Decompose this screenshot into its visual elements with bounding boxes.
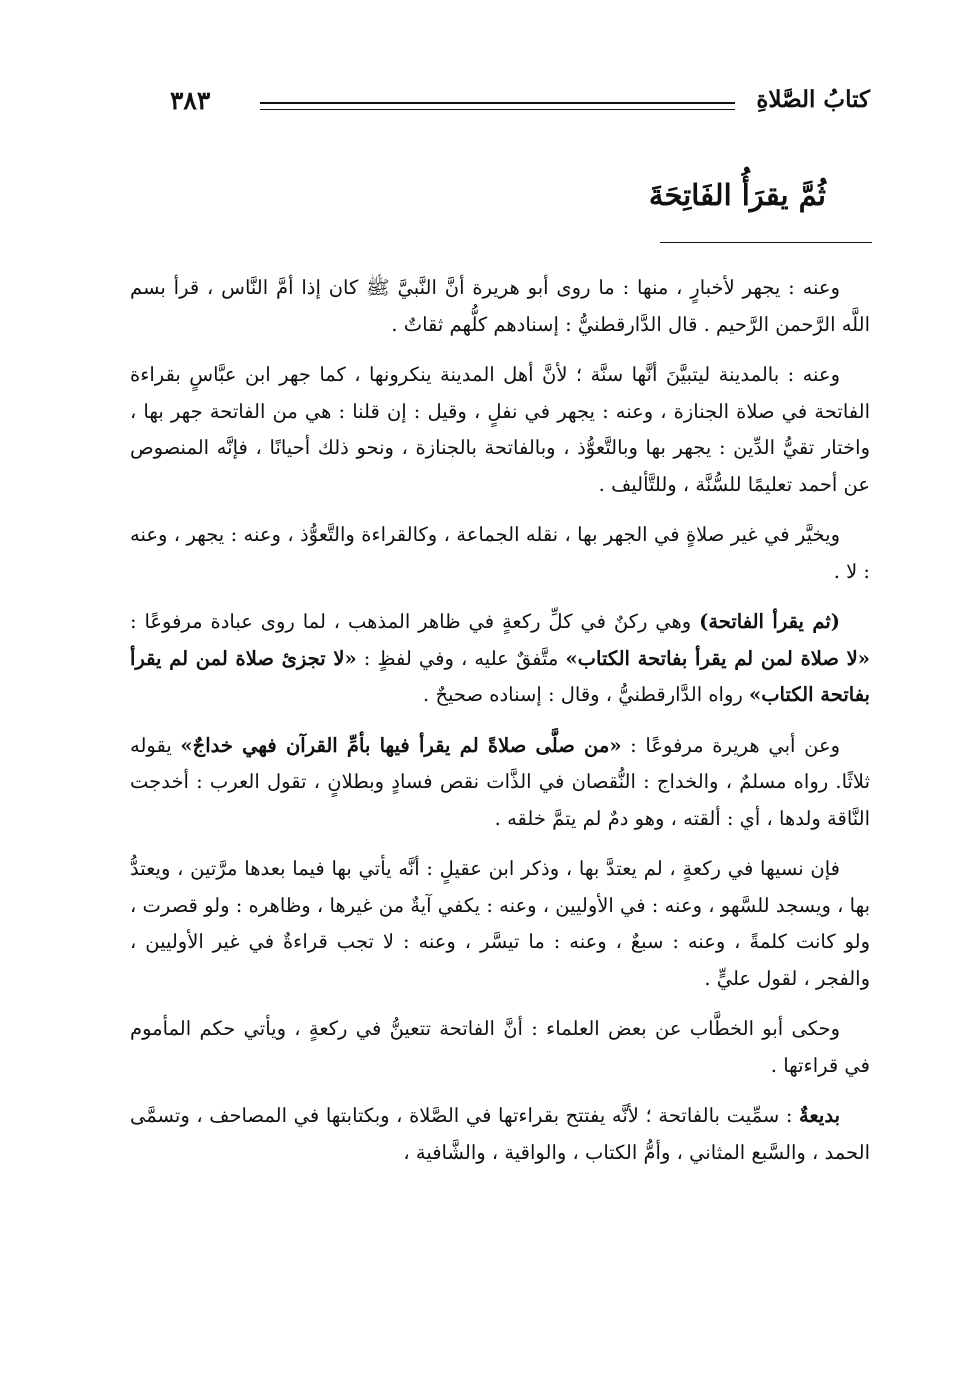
- hadith-quote: «لا صلاة لمن لم يقرأ بفاتحة الكتاب»: [565, 646, 870, 670]
- paragraph-3: [130, 517, 870, 590]
- title-rule: [660, 242, 872, 243]
- paragraph-text: متَّفقٌ عليه ، وفي لفظٍ :: [356, 646, 566, 670]
- paragraph-1: [130, 270, 870, 343]
- paragraph-7: [130, 1011, 870, 1084]
- paragraph-text: : سمِّيت بالفاتحة ؛ لأنَّه يفتتح بقراءتها في الصَّلاة ، وبكتابتها في المصاحف ، وتسمَّى الحمد ، والسَّبع المثاني ، وأمُّ الكتاب ، والواقية ، والشَّافية ،: [130, 1104, 870, 1164]
- body-text: [130, 270, 870, 1185]
- hadith-quote: «لا تجزئ صلاة لمن لم يقرأ بفاتحة الكتاب»: [130, 646, 870, 706]
- paragraph-text: وهي ركنٌ في كلِّ ركعةٍ في ظاهر المذهب ، لما روى عبادة مرفوعًا :: [130, 610, 700, 633]
- paragraph-6: [130, 851, 870, 997]
- matn-quote: (ثم يقرأ الفاتحة): [699, 610, 841, 633]
- paragraph-text: وعنه : بالمدينة ليتبيَّنَ أنَّها سنَّة ؛ لأنَّ أهل المدينة ينكرونها ، كما جهر ابن عبَّاسٍ بقراءة الفاتحة في صلاة الجنازة ، وعنه : يجهر في نفلٍ ، وقيل : إن قلنا : هي من الفاتحة جهر بها ، واختار تقيُّ الدِّين : يجهر بها وبالتَّعوُّذ ، وبالفاتحة بالجنازة ، ونحو ذلك أحيانًا ، فإنَّه المنصوص عن أحمد تعليمًا للسُّنَّة ، وللتَّأليف .: [130, 363, 870, 496]
- paragraph-2: [130, 357, 870, 503]
- paragraph-5: [130, 728, 870, 838]
- page-number: ٣٨٣: [170, 86, 211, 115]
- paragraph-text: وحكى أبو الخطَّاب عن بعض العلماء : أنَّ الفاتحة تتعينُّ في ركعةٍ ، ويأتي حكم المأموم في قراءتها .: [130, 1017, 870, 1077]
- header-rule: [260, 102, 735, 110]
- paragraph-text: وعنه : يجهر لأخبارٍ ، منها : ما روى أبو هريرة أنَّ النَّبيَّ ﷺ كان إذا أمَّ النَّاس ، قرأ بسم اللَّه الرَّحمن الرَّحيم . قال الدَّارقطنيُّ : إسنادهم كلُّهم ثقاتٌ .: [130, 276, 870, 336]
- section-title: ثُمَّ يقرَأُ الفَاتِحَةَ: [648, 178, 826, 212]
- paragraph-text: ويخيَّر في غير صلاةٍ في الجهر بها ، نقله الجماعة ، وكالقراءة والتَّعوُّذ ، وعنه : يجهر ، وعنه : لا .: [130, 523, 870, 583]
- running-title: كتابُ الصَّلاةِ: [756, 86, 870, 113]
- paragraph-text: وعن أبي هريرة مرفوعًا :: [621, 733, 840, 757]
- paragraph-text: يقوله ثلاثًا. رواه مسلمٌ ، والخداج : النُّقصان في الذَّات نقص فسادٍ وبطلانٍ ، تقول العرب : أخدجت النَّاقة ولدها ، أي : ألقته ، وهو دمٌ لم يتمَّ خلقه .: [130, 733, 870, 830]
- paragraph-8: [130, 1098, 870, 1171]
- paragraph-text: فإن نسيها في ركعةٍ ، لم يعتدَّ بها ، وذكر ابن عقيلٍ : أنَّه يأتي بها فيما بعدها مرَّتين ، ويعتدُّ بها ، ويسجد للسَّهو ، وعنه : في الأوليين ، وعنه : يكفي آيةٌ من غيرها ، وظاهره : ولو قصرت ، ولو كانت كلمةً ، وعنه : سبعٌ ، وعنه : ما تيسَّر ، وعنه : لا تجب قراءةٌ في غير الأوليين ، والفجر ، لقول عليٍّ .: [130, 857, 870, 990]
- page-header: [170, 86, 870, 126]
- paragraph-4: [130, 604, 870, 714]
- hadith-quote: «من صلَّى صلاةً لم يقرأ فيها بأمِّ القرآن فهي خداجٌ»: [180, 733, 622, 757]
- paragraph-text: رواه الدَّارقطنيُّ ، وقال : إسناده صحيحٌ .: [423, 683, 749, 706]
- badia-label: بديعةٌ: [799, 1104, 840, 1127]
